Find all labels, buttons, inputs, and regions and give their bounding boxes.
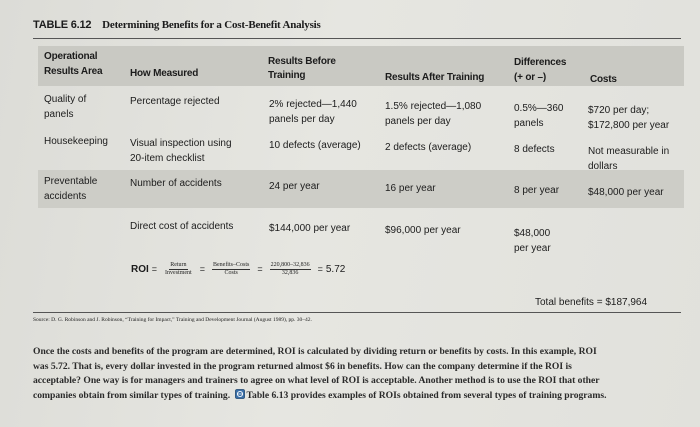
paragraph-line: Once the costs and benefits of the program are determined, ROI is calculated by dividing return or benefits by costs. In this example, ROI bbox=[33, 346, 597, 357]
row3-area-2: accidents bbox=[44, 191, 87, 202]
row3-area-1: Preventable bbox=[44, 176, 98, 187]
row2-measured-1: Visual inspection using bbox=[130, 138, 232, 149]
header-after: Results After Training bbox=[385, 72, 485, 83]
bottom-rule bbox=[33, 312, 681, 313]
row2-area-1: Housekeeping bbox=[44, 136, 108, 147]
row4-diff-2: per year bbox=[514, 243, 551, 254]
header-area-1: Operational bbox=[44, 51, 98, 62]
table-title bbox=[33, 19, 321, 31]
fraction-numerator: Return bbox=[170, 261, 187, 268]
top-rule bbox=[33, 38, 681, 39]
row1-area-2: panels bbox=[44, 109, 74, 120]
paragraph-line: acceptable? One way is for managers and trainers to agree on what level of ROI is acceptable. Another method is to use the ROI that other bbox=[33, 375, 600, 386]
row4-after: $96,000 per year bbox=[385, 225, 461, 236]
fraction-denominator: Investment bbox=[165, 269, 192, 276]
row3-costs: $48,000 per year bbox=[588, 187, 664, 198]
row1-after-2: panels per day bbox=[385, 116, 451, 127]
source-citation: Source: D. G. Robinson and J. Robinson, “Training for Impact,” Training and Development Journal (August 1989), pp. 30–42. bbox=[33, 317, 312, 323]
header-before-1: Results Before bbox=[268, 56, 336, 67]
row2-measured-2: 20-item checklist bbox=[130, 153, 205, 164]
row1-area-1: Quality of bbox=[44, 94, 87, 105]
table-reference-link[interactable]: Table 6.13 bbox=[246, 389, 289, 401]
row4-diff-1: $48,000 bbox=[514, 228, 551, 239]
roi-formula bbox=[131, 256, 345, 282]
row1-after-1: 1.5% rejected—1,080 bbox=[385, 101, 482, 112]
roi-fraction-values bbox=[270, 262, 311, 277]
roi-fraction-return bbox=[164, 262, 193, 277]
roi-fraction-benefits bbox=[212, 262, 250, 277]
header-before-2: Training bbox=[268, 70, 306, 81]
fraction-denominator: 32,836 bbox=[281, 269, 299, 276]
equals-sign: = bbox=[151, 264, 158, 274]
fraction-denominator: Costs bbox=[224, 269, 238, 276]
row1-before-1: 2% rejected—1,440 bbox=[269, 99, 357, 110]
row1-diff-2: panels bbox=[514, 118, 544, 129]
row1-costs-1: $720 per day; bbox=[588, 105, 650, 116]
fraction-numerator: Benefits–Costs bbox=[212, 261, 250, 268]
paragraph-line: was 5.72. That is, every dollar invested in the program returned almost $6 in benefits. How can the company determine if the ROI is bbox=[33, 360, 572, 372]
row3-measured: Number of accidents bbox=[130, 178, 222, 189]
equals-sign: = bbox=[257, 264, 263, 274]
roi-label: ROI bbox=[131, 263, 149, 275]
row2-costs-1: Not measurable in bbox=[588, 146, 670, 157]
row2-diff: 8 defects bbox=[514, 144, 555, 155]
header-diff-2: (+ or –) bbox=[514, 72, 547, 83]
row1-measured: Percentage rejected bbox=[130, 96, 220, 107]
header-area-2: Results Area bbox=[44, 66, 103, 77]
row3-before: 24 per year bbox=[269, 181, 320, 192]
web-link-icon[interactable] bbox=[235, 389, 245, 399]
row4-before: $144,000 per year bbox=[269, 223, 351, 234]
row2-after: 2 defects (average) bbox=[385, 142, 472, 153]
header-diff-1: Differences bbox=[514, 57, 567, 68]
table-name: Determining Benefits for a Cost-Benefit Analysis bbox=[102, 19, 321, 31]
row2-costs-2: dollars bbox=[588, 161, 618, 172]
row1-diff-1: 0.5%—360 bbox=[514, 103, 564, 114]
paragraph-text: companies obtain from similar types of training. bbox=[33, 389, 231, 401]
total-benefits: Total benefits = $187,964 bbox=[535, 297, 648, 308]
header-costs: Costs bbox=[590, 74, 617, 85]
row2-before: 10 defects (average) bbox=[269, 140, 361, 151]
roi-result: 5.72 bbox=[325, 263, 346, 275]
row3-after: 16 per year bbox=[385, 183, 436, 194]
paragraph-line bbox=[33, 389, 685, 404]
row1-before-2: panels per day bbox=[269, 114, 335, 125]
equals-sign: = bbox=[317, 264, 323, 274]
equals-sign: = bbox=[199, 264, 205, 274]
paragraph-text: provides examples of ROIs obtained from several types of training programs. bbox=[288, 389, 607, 401]
header-how-measured: How Measured bbox=[130, 68, 199, 79]
fraction-numerator: 220,800–32,836 bbox=[270, 261, 310, 268]
row1-costs-2: $172,800 per year bbox=[588, 120, 670, 131]
body-paragraph bbox=[33, 345, 685, 403]
row4-measured: Direct cost of accidents bbox=[130, 221, 234, 232]
row3-diff: 8 per year bbox=[514, 185, 560, 196]
table-label: TABLE 6.12 bbox=[33, 19, 92, 31]
